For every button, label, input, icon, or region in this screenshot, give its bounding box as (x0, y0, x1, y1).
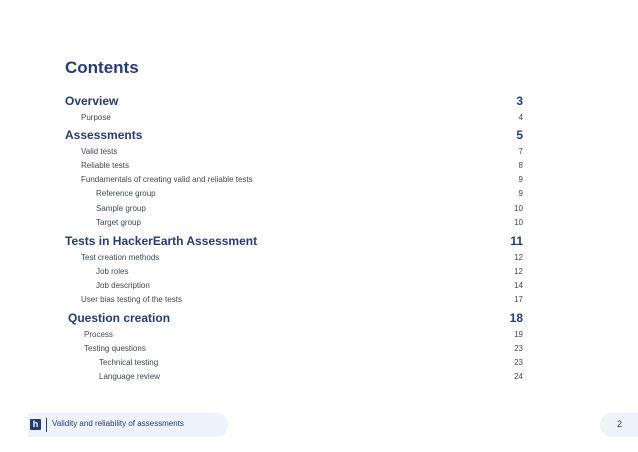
toc-entry[interactable] (0, 158, 638, 172)
toc-page-number: 23 (514, 357, 523, 367)
toc-page-number: 12 (514, 252, 523, 262)
toc-label: Sample group (96, 203, 146, 213)
toc-page-number: 4 (518, 112, 523, 122)
toc-entry[interactable] (0, 110, 638, 124)
toc-section[interactable] (0, 94, 638, 108)
toc-page-number: 5 (516, 128, 523, 142)
toc-label: Test creation methods (81, 252, 160, 262)
toc-page-number: 19 (514, 329, 523, 339)
toc-label: Tests in HackerEarth Assessment (65, 234, 258, 248)
toc-page-number: 12 (514, 266, 523, 276)
toc-page-number: 17 (514, 294, 523, 304)
toc-page-number: 24 (514, 371, 523, 381)
toc-page-number: 23 (514, 343, 523, 353)
toc-entry[interactable] (0, 144, 638, 158)
toc-label: Overview (65, 94, 119, 108)
page-title: Contents (65, 58, 139, 77)
toc-label: Valid tests (81, 146, 118, 156)
toc-label: Assessments (65, 128, 143, 142)
toc-label: Purpose (81, 112, 111, 122)
toc-entry[interactable] (0, 250, 638, 264)
toc-page-number: 8 (518, 160, 523, 170)
toc-page-number: 10 (514, 203, 523, 213)
toc-entry[interactable] (0, 172, 638, 186)
toc-page-number: 11 (510, 234, 523, 248)
toc-page-number: 10 (514, 217, 523, 227)
toc-page-number: 3 (516, 94, 523, 108)
toc-page-number: 9 (518, 188, 523, 198)
toc-entry[interactable] (0, 264, 638, 278)
toc-label: User bias testing of the tests (81, 294, 182, 304)
toc-label: Job roles (96, 266, 129, 276)
toc-label: Testing questions (84, 343, 146, 353)
toc-entry[interactable] (0, 341, 638, 355)
toc-entry[interactable] (0, 327, 638, 341)
toc-page-number: 9 (518, 174, 523, 184)
toc-entry[interactable] (0, 186, 638, 200)
toc-label: Question creation (68, 311, 171, 325)
toc-page-number: 14 (514, 280, 523, 290)
toc-page-number: 18 (509, 311, 523, 325)
page-number: 2 (617, 419, 623, 429)
toc-section[interactable] (0, 128, 638, 142)
toc-entry[interactable] (0, 201, 638, 215)
toc-label: Language review (99, 371, 160, 381)
toc-entry[interactable] (0, 369, 638, 383)
toc-label: Target group (96, 217, 141, 227)
footer-title: Validity and reliability of assessments (52, 419, 184, 428)
toc-entry[interactable] (0, 355, 638, 369)
toc-entry[interactable] (0, 278, 638, 292)
toc-section[interactable] (0, 311, 638, 325)
toc-label: Technical testing (99, 357, 159, 367)
toc-entry[interactable] (0, 292, 638, 306)
toc-page-number: 7 (518, 146, 523, 156)
toc-label: Fundamentals of creating valid and reliable tests (81, 174, 253, 184)
toc-label: Job description (96, 280, 150, 290)
toc-entry[interactable] (0, 215, 638, 229)
toc-label: Reliable tests (81, 160, 130, 170)
toc-section[interactable] (0, 234, 638, 248)
footer-separator (46, 418, 47, 432)
toc-label: Reference group (96, 188, 156, 198)
hackerearth-logo-icon: h (30, 419, 41, 430)
toc-label: Process (84, 329, 113, 339)
